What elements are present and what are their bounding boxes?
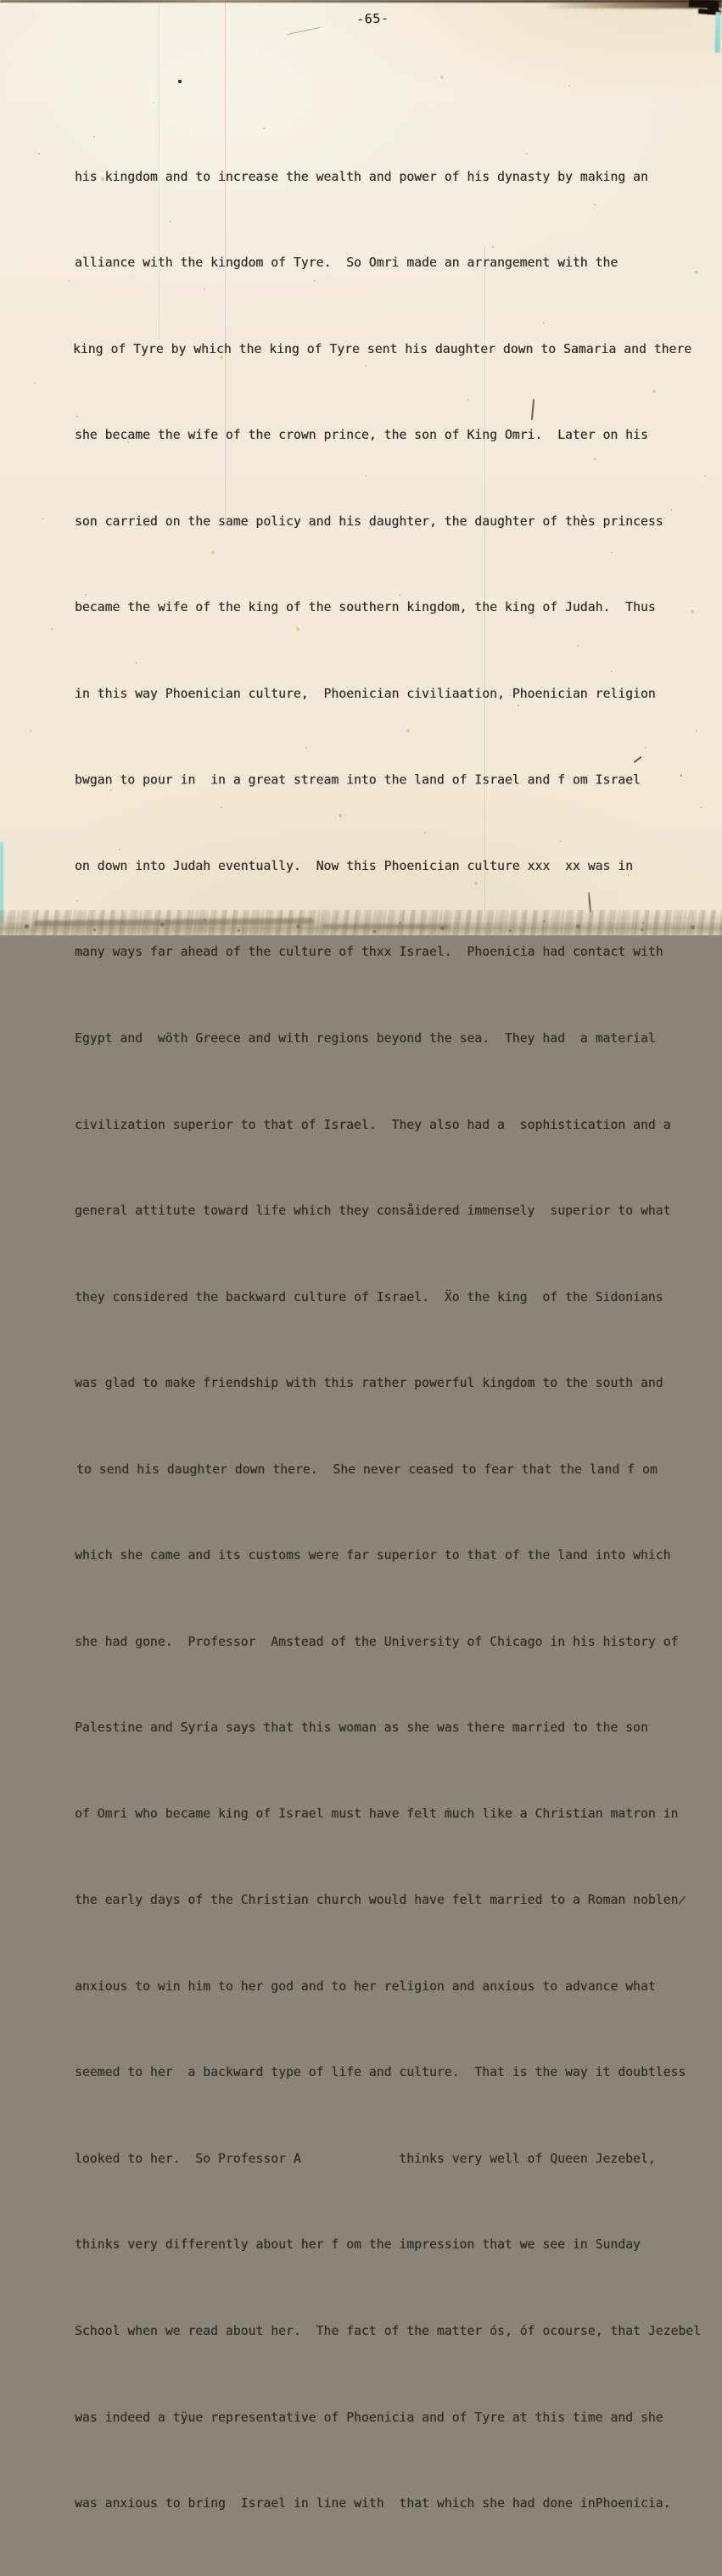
typed-line: his kingdom and to increase the wealth and power of his dynasty by making an [75, 169, 648, 184]
typed-text-block [75, 105, 709, 2576]
pencil-scratch [287, 27, 320, 35]
bottom-band-speckles [0, 0, 3, 3]
typed-line: was indeed a tÿue representative of Phoenicia and of Tyre at this time and she [75, 2410, 663, 2425]
typed-line: was glad to make friendship with this rather powerful kingdom to the south and [75, 1376, 663, 1391]
typed-line: son carried on the same policy and his daughter, the daughter of thès princess [75, 514, 663, 529]
typed-line: she became the wife of the crown prince, the son of King Omri. Later on his [75, 428, 648, 443]
typed-line: king of Tyre by which the king of Tyre sent his daughter down to Samaria and there [73, 341, 692, 356]
typed-line: which she came and its customs were far superior to that of the land into which [75, 1548, 671, 1563]
typed-line: on down into Judah eventually. Now this Phoenician culture xxx xx was in [75, 858, 634, 873]
typed-line: alliance with the kingdom of Tyre. So Omri made an arrangement with the [75, 255, 618, 271]
stray-ink-dot [178, 80, 182, 83]
typed-line: to send his daughter down there. She never ceased to fear that the land f om [76, 1462, 658, 1477]
typed-line: many ways far ahead of the culture of thxx Israel. Phoenicia had contact with [75, 945, 663, 960]
typed-line: anxious to win him to her god and to her religion and anxious to advance what [75, 1978, 656, 1994]
typed-line: of Omri who became king of Israel must have felt ṁuch like a Christian matron in [75, 1806, 679, 1821]
scan-edge-cyan-right [714, 12, 720, 53]
typed-line: looked to her. So Professor A thinks very well of Queen Jezebel, [75, 2151, 656, 2166]
typed-line: civilization superior to that of Israel. They also had a sophistication and a [75, 1117, 671, 1132]
typed-line: seemed to her a backward type of life and culture. That is the way it doubtless [75, 2065, 686, 2080]
typed-line: the early days of the Christian church would have felt married to a Roman noblen̷ [75, 1893, 686, 1908]
typed-line: thinks very differently about her f om the impression that we see in Sunday [75, 2237, 641, 2253]
typed-line: in this way Phoenician culture, Phoenician civiliaation, Phoenician religion [75, 686, 656, 701]
page-number: -65- [355, 10, 389, 27]
typed-line: School when we read about her. The fact of the matter ós, óf ocourse, that Jezebel [75, 2323, 702, 2338]
typed-line: Egypt and wöth Greece and with regions beyond the sea. They had a material [75, 1031, 656, 1046]
bottom-smudge-streak [322, 924, 450, 929]
typed-line: bwgan to pour in in a great stream into the land of Israel and f om Israel [75, 773, 641, 789]
typed-line: general attitute toward life which they consåidered immensely superior to what [75, 1204, 671, 1219]
typed-line: they considered the backward culture of Israel. Ẍo the king of the Sidonians [75, 1289, 663, 1305]
typed-line: was anxious to bring Israel in line with that which she had done inPhoenicia. [75, 2496, 671, 2511]
typed-line: became the wife of the king of the southern kingdom, the king of Judah. Thus [75, 600, 656, 615]
typed-line: Palestine and Syria says that this woman as she was there married to the son [75, 1720, 648, 1736]
typed-line: she had gone. Professor Amstead of the University of Chicago in his history of [75, 1634, 679, 1649]
